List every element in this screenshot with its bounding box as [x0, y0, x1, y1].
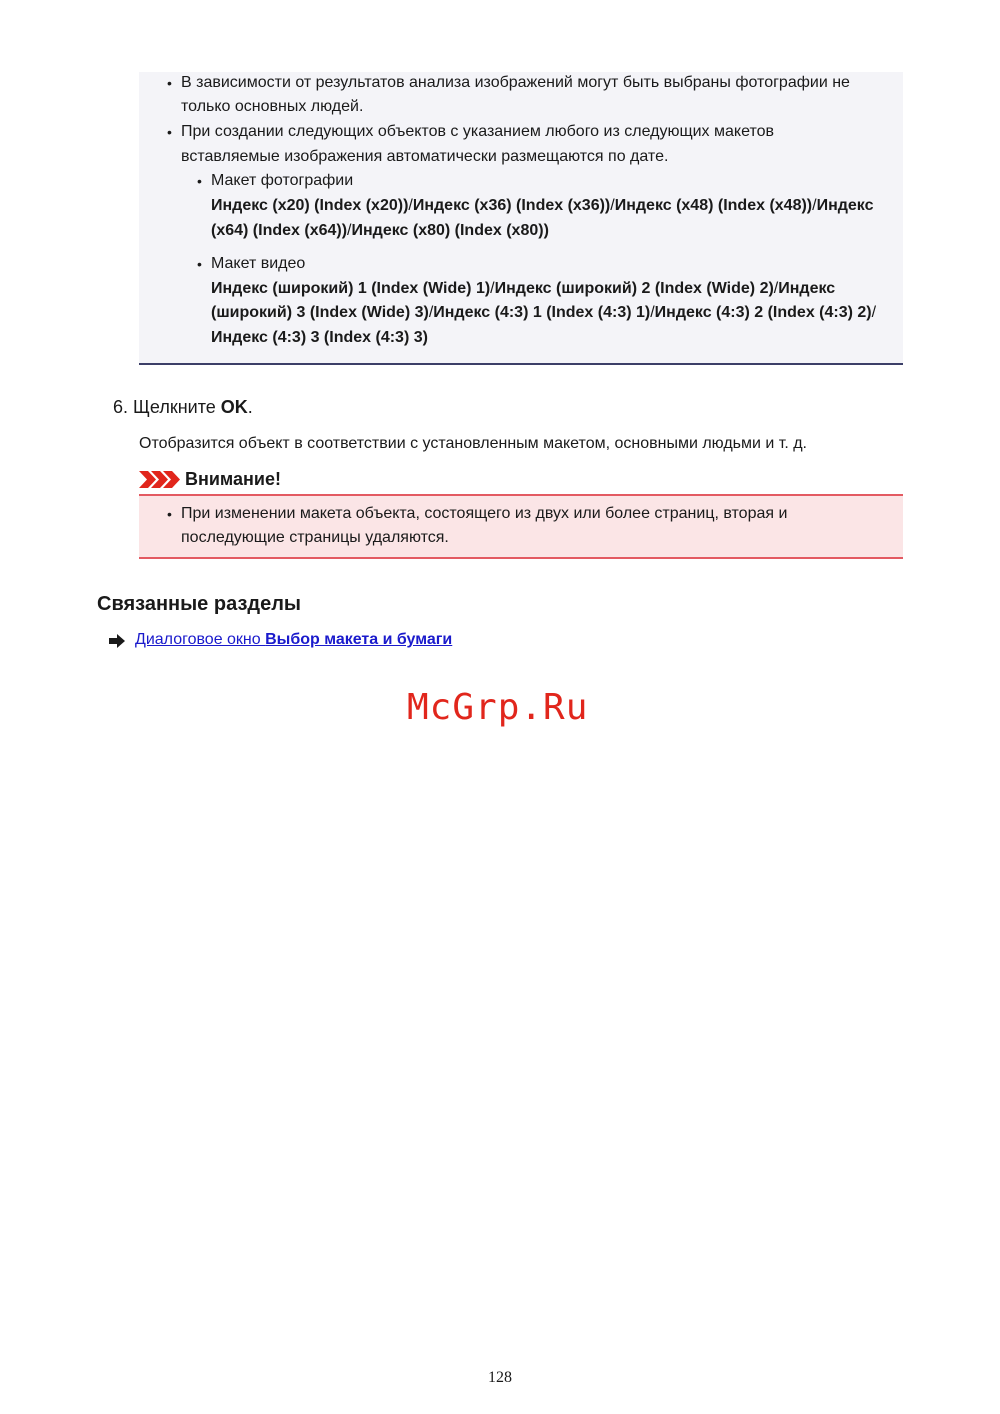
step-text-end: . — [247, 397, 253, 417]
video-index-43-3: Индекс (4:3) 3 (Index (4:3) 3) — [211, 329, 428, 346]
step-6-description: Отобразится объект в соответствии с установленным макетом, основными людьми и т. д. — [139, 435, 807, 452]
caution-line1: При изменении макета объекта, состоящего из двух или более страниц, вторая и — [181, 505, 788, 522]
separator: / — [347, 222, 352, 239]
sub-bullet-dot: • — [197, 173, 202, 189]
photo-index-x64-start: Индекс — [816, 197, 874, 214]
ok-label: OK — [220, 397, 248, 417]
watermark: McGrp.Ru — [407, 687, 589, 728]
step-6 — [113, 396, 253, 418]
photo-layout-label: Макет фотографии — [211, 172, 354, 189]
photo-index-x64: (x64) (Index (x64)) — [211, 222, 348, 239]
separator: / — [490, 280, 495, 297]
separator: / — [871, 304, 877, 321]
bullet-dot: • — [167, 124, 172, 140]
caution-line2: последующие страницы удаляются. — [181, 529, 449, 546]
video-index-wide3: (широкий) 3 (Index (Wide) 3) — [211, 304, 429, 321]
separator: / — [773, 280, 779, 297]
link-bold: Выбор макета и бумаги — [265, 631, 453, 648]
sub-bullet-dot: • — [197, 256, 202, 272]
photo-layout-line2 — [211, 221, 549, 241]
note-bullet1-line1: В зависимости от результатов анализа изображений могут быть выбраны фотографии не — [181, 74, 850, 91]
video-layout-label: Макет видео — [211, 255, 306, 272]
photo-index-x20: Индекс (x20) (Index (x20)) — [211, 197, 409, 214]
caution-header — [139, 468, 903, 496]
separator: / — [408, 197, 413, 214]
photo-index-x48: Индекс (x48) (Index (x48)) — [614, 197, 813, 214]
video-layout-line2 — [211, 303, 876, 323]
separator: / — [428, 304, 434, 321]
separator: / — [812, 197, 817, 214]
video-index-wide1: Индекс (широкий) 1 (Index (Wide) 1) — [211, 280, 491, 297]
related-sections-title: Связанные разделы — [97, 593, 301, 615]
video-index-wide3-start: Индекс — [778, 280, 836, 297]
note-bullet2-line1: При создании следующих объектов с указанием любого из следующих макетов — [181, 123, 774, 140]
layout-paper-dialog-link[interactable] — [135, 630, 452, 650]
photo-index-x36: Индекс (x36) (Index (x36)) — [412, 197, 611, 214]
step-number: 6. — [113, 397, 129, 417]
photo-layout-line1 — [211, 196, 874, 216]
video-index-43-2: Индекс (4:3) 2 (Index (4:3) 2) — [654, 304, 872, 321]
note-bullet1-line2: только основных людей. — [181, 98, 364, 115]
step-text: Щелкните — [133, 397, 221, 417]
bullet-dot: • — [167, 506, 172, 522]
separator: / — [610, 197, 615, 214]
video-layout-line1 — [211, 279, 835, 299]
separator: / — [650, 304, 655, 321]
video-index-wide2: Индекс (широкий) 2 (Index (Wide) 2) — [494, 280, 774, 297]
note-bullet2-line2: вставляемые изображения автоматически размещаются по дате. — [181, 148, 669, 165]
page-number: 128 — [488, 1369, 512, 1386]
bullet-dot: • — [167, 75, 172, 91]
caution-title: Внимание! — [185, 469, 281, 489]
caution-arrows-icon — [139, 471, 181, 488]
link-prefix: Диалоговое окно — [135, 631, 266, 648]
arrow-right-icon — [109, 634, 125, 648]
video-index-43-1: Индекс (4:3) 1 (Index (4:3) 1) — [433, 304, 651, 321]
photo-index-x80: Индекс (x80) (Index (x80)) — [351, 222, 549, 239]
